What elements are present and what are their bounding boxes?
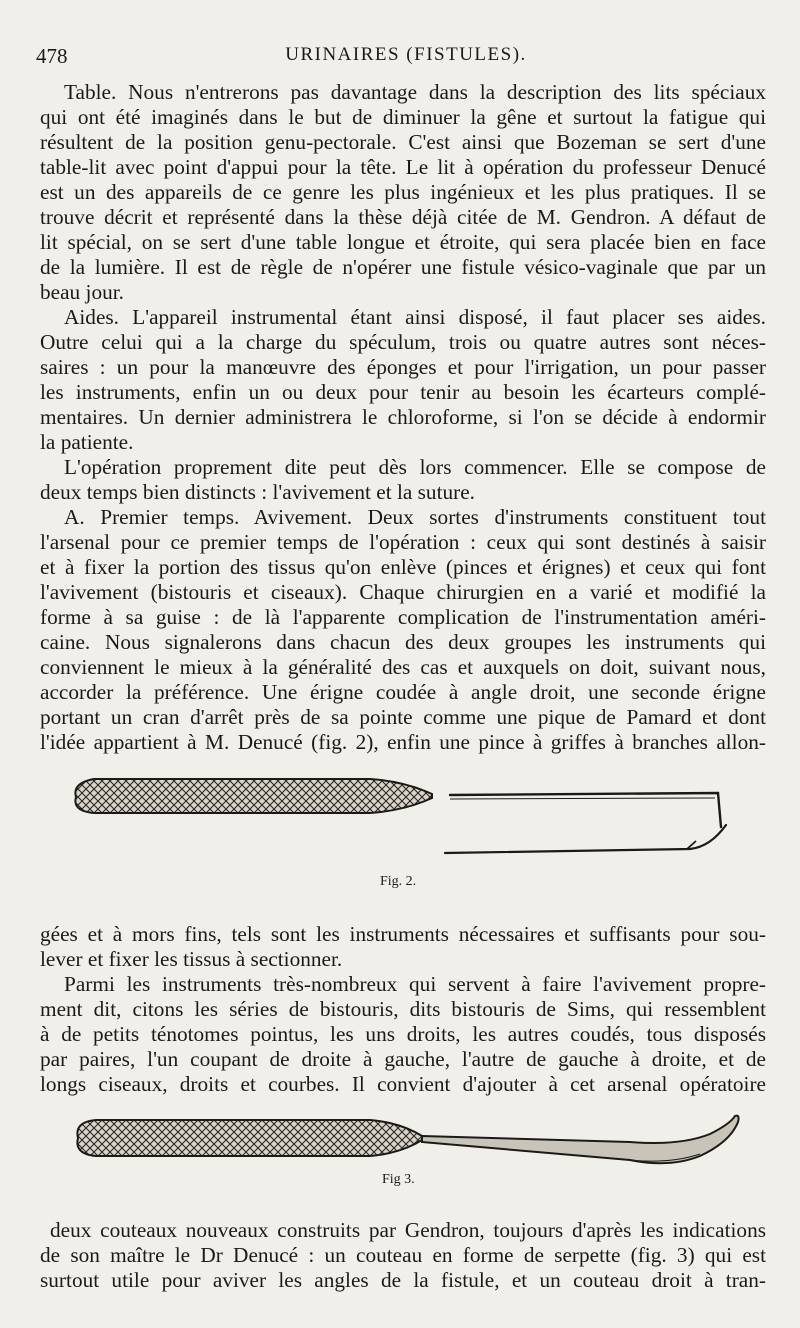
text-line: ment dit, citons les séries de bistouris, dits bistouris de Sims, qui ressemblent bbox=[40, 997, 766, 1021]
text-line: résultent de la position genu-pectorale. C'est ainsi que Bozeman se sert d'une bbox=[40, 130, 766, 154]
running-title: URINAIRES (FISTULES). bbox=[285, 44, 527, 65]
text-line: l'avivement (bistouris et ciseaux). Chaque chirurgien en a varié et modifié la bbox=[40, 580, 766, 604]
serpette-knife-illustration bbox=[70, 1112, 760, 1182]
text-line: de son maître le Dr Denucé : un couteau en forme de serpette (fig. 3) qui est bbox=[40, 1243, 766, 1267]
body-text-middle bbox=[40, 922, 766, 1097]
text-line: deux couteaux nouveaux construits par Gendron, toujours d'après les indications bbox=[50, 1218, 766, 1242]
text-line: la patiente. bbox=[40, 430, 134, 454]
text-line: beau jour. bbox=[40, 280, 124, 304]
text-line: lit spécial, on se sert d'une table longue et étroite, qui sera placée bien en face bbox=[40, 230, 766, 254]
page-header bbox=[36, 44, 776, 74]
text-line: de la lumière. Il est de règle de n'opérer une fistule vésico-vaginale que par un bbox=[40, 255, 766, 279]
text-line: saires : un pour la manœuvre des éponges et pour l'irrigation, un pour passer bbox=[40, 355, 766, 379]
text-line: longs ciseaux, droits et courbes. Il convient d'ajouter à cet arsenal opératoire bbox=[40, 1072, 766, 1096]
figure-3-caption: Fig 3. bbox=[382, 1172, 415, 1187]
figure-2-caption: Fig. 2. bbox=[380, 874, 417, 889]
text-line: trouve décrit et représenté dans la thèse déjà citée de M. Gendron. A défaut de bbox=[40, 205, 766, 229]
text-line: les instruments, enfin un ou deux pour tenir au besoin les écarteurs complé- bbox=[40, 380, 766, 404]
text-line: L'opération proprement dite peut dès lors commencer. Elle se compose de bbox=[64, 455, 766, 479]
text-line: lever et fixer les tissus à sectionner. bbox=[40, 947, 343, 971]
text-line: mentaires. Un dernier administrera le chloroforme, si l'on se décide à endormir bbox=[40, 405, 766, 429]
text-line: deux temps bien distincts : l'avivement et la suture. bbox=[40, 480, 476, 504]
figure-2 bbox=[70, 765, 740, 865]
text-line: gées et à mors fins, tels sont les instruments nécessaires et suffisants pour sou- bbox=[40, 922, 766, 946]
text-line: l'idée appartient à M. Denucé (fig. 2), enfin une pince à griffes à branches allon- bbox=[40, 730, 766, 754]
text-line: portant un cran d'arrêt près de sa pointe comme une pique de Pamard et dont bbox=[40, 705, 766, 729]
text-line: Parmi les instruments très-nombreux qui servent à faire l'avivement propre- bbox=[64, 972, 766, 996]
text-line: caine. Nous signalerons dans chacun des deux groupes les instruments qui bbox=[40, 630, 766, 654]
text-line: forme à sa guise : de là l'apparente complication de l'instrumentation améri- bbox=[40, 605, 766, 629]
text-line: Aides. L'appareil instrumental étant ainsi disposé, il faut placer ses aides. bbox=[64, 305, 766, 329]
text-line: Table. Nous n'entrerons pas davantage dans la description des lits spéciaux bbox=[64, 80, 766, 104]
text-line: conviennent le mieux à la généralité des cas et auxquels on doit, suivant nous, bbox=[40, 655, 766, 679]
text-line: Outre celui qui a la charge du spéculum, trois ou quatre autres sont néces- bbox=[40, 330, 766, 354]
text-line: est un des appareils de ce genre les plus ingénieux et les plus pratiques. Il se bbox=[40, 180, 766, 204]
figure-3 bbox=[70, 1112, 760, 1182]
body-text-top bbox=[40, 80, 766, 755]
text-line: et à fixer la portion des tissus qu'on enlève (pinces et érignes) et ceux qui font bbox=[40, 555, 766, 579]
text-line: à de petits ténotomes pointus, les uns droits, les autres coudés, tous disposés bbox=[40, 1022, 766, 1046]
tenaculum-illustration bbox=[70, 765, 740, 865]
text-line: table-lit avec point d'appui pour la tête. Le lit à opération du professeur Denucé bbox=[40, 155, 766, 179]
text-line: qui ont été imaginés dans le but de diminuer la gêne et surtout la fatigue qui bbox=[40, 105, 766, 129]
body-text-bottom bbox=[40, 1218, 766, 1293]
text-line: l'arsenal pour ce premier temps de l'opération : ceux qui sont destinés à saisir bbox=[40, 530, 766, 554]
page-number: 478 bbox=[36, 44, 68, 68]
text-line: surtout utile pour aviver les angles de la fistule, et un couteau droit à tran- bbox=[40, 1268, 766, 1292]
text-line: par paires, l'un coupant de droite à gauche, l'autre de gauche à droite, et de bbox=[40, 1047, 766, 1071]
text-line: A. Premier temps. Avivement. Deux sortes d'instruments constituent tout bbox=[64, 505, 766, 529]
text-line: accorder la préférence. Une érigne coudée à angle droit, une seconde érigne bbox=[40, 680, 766, 704]
